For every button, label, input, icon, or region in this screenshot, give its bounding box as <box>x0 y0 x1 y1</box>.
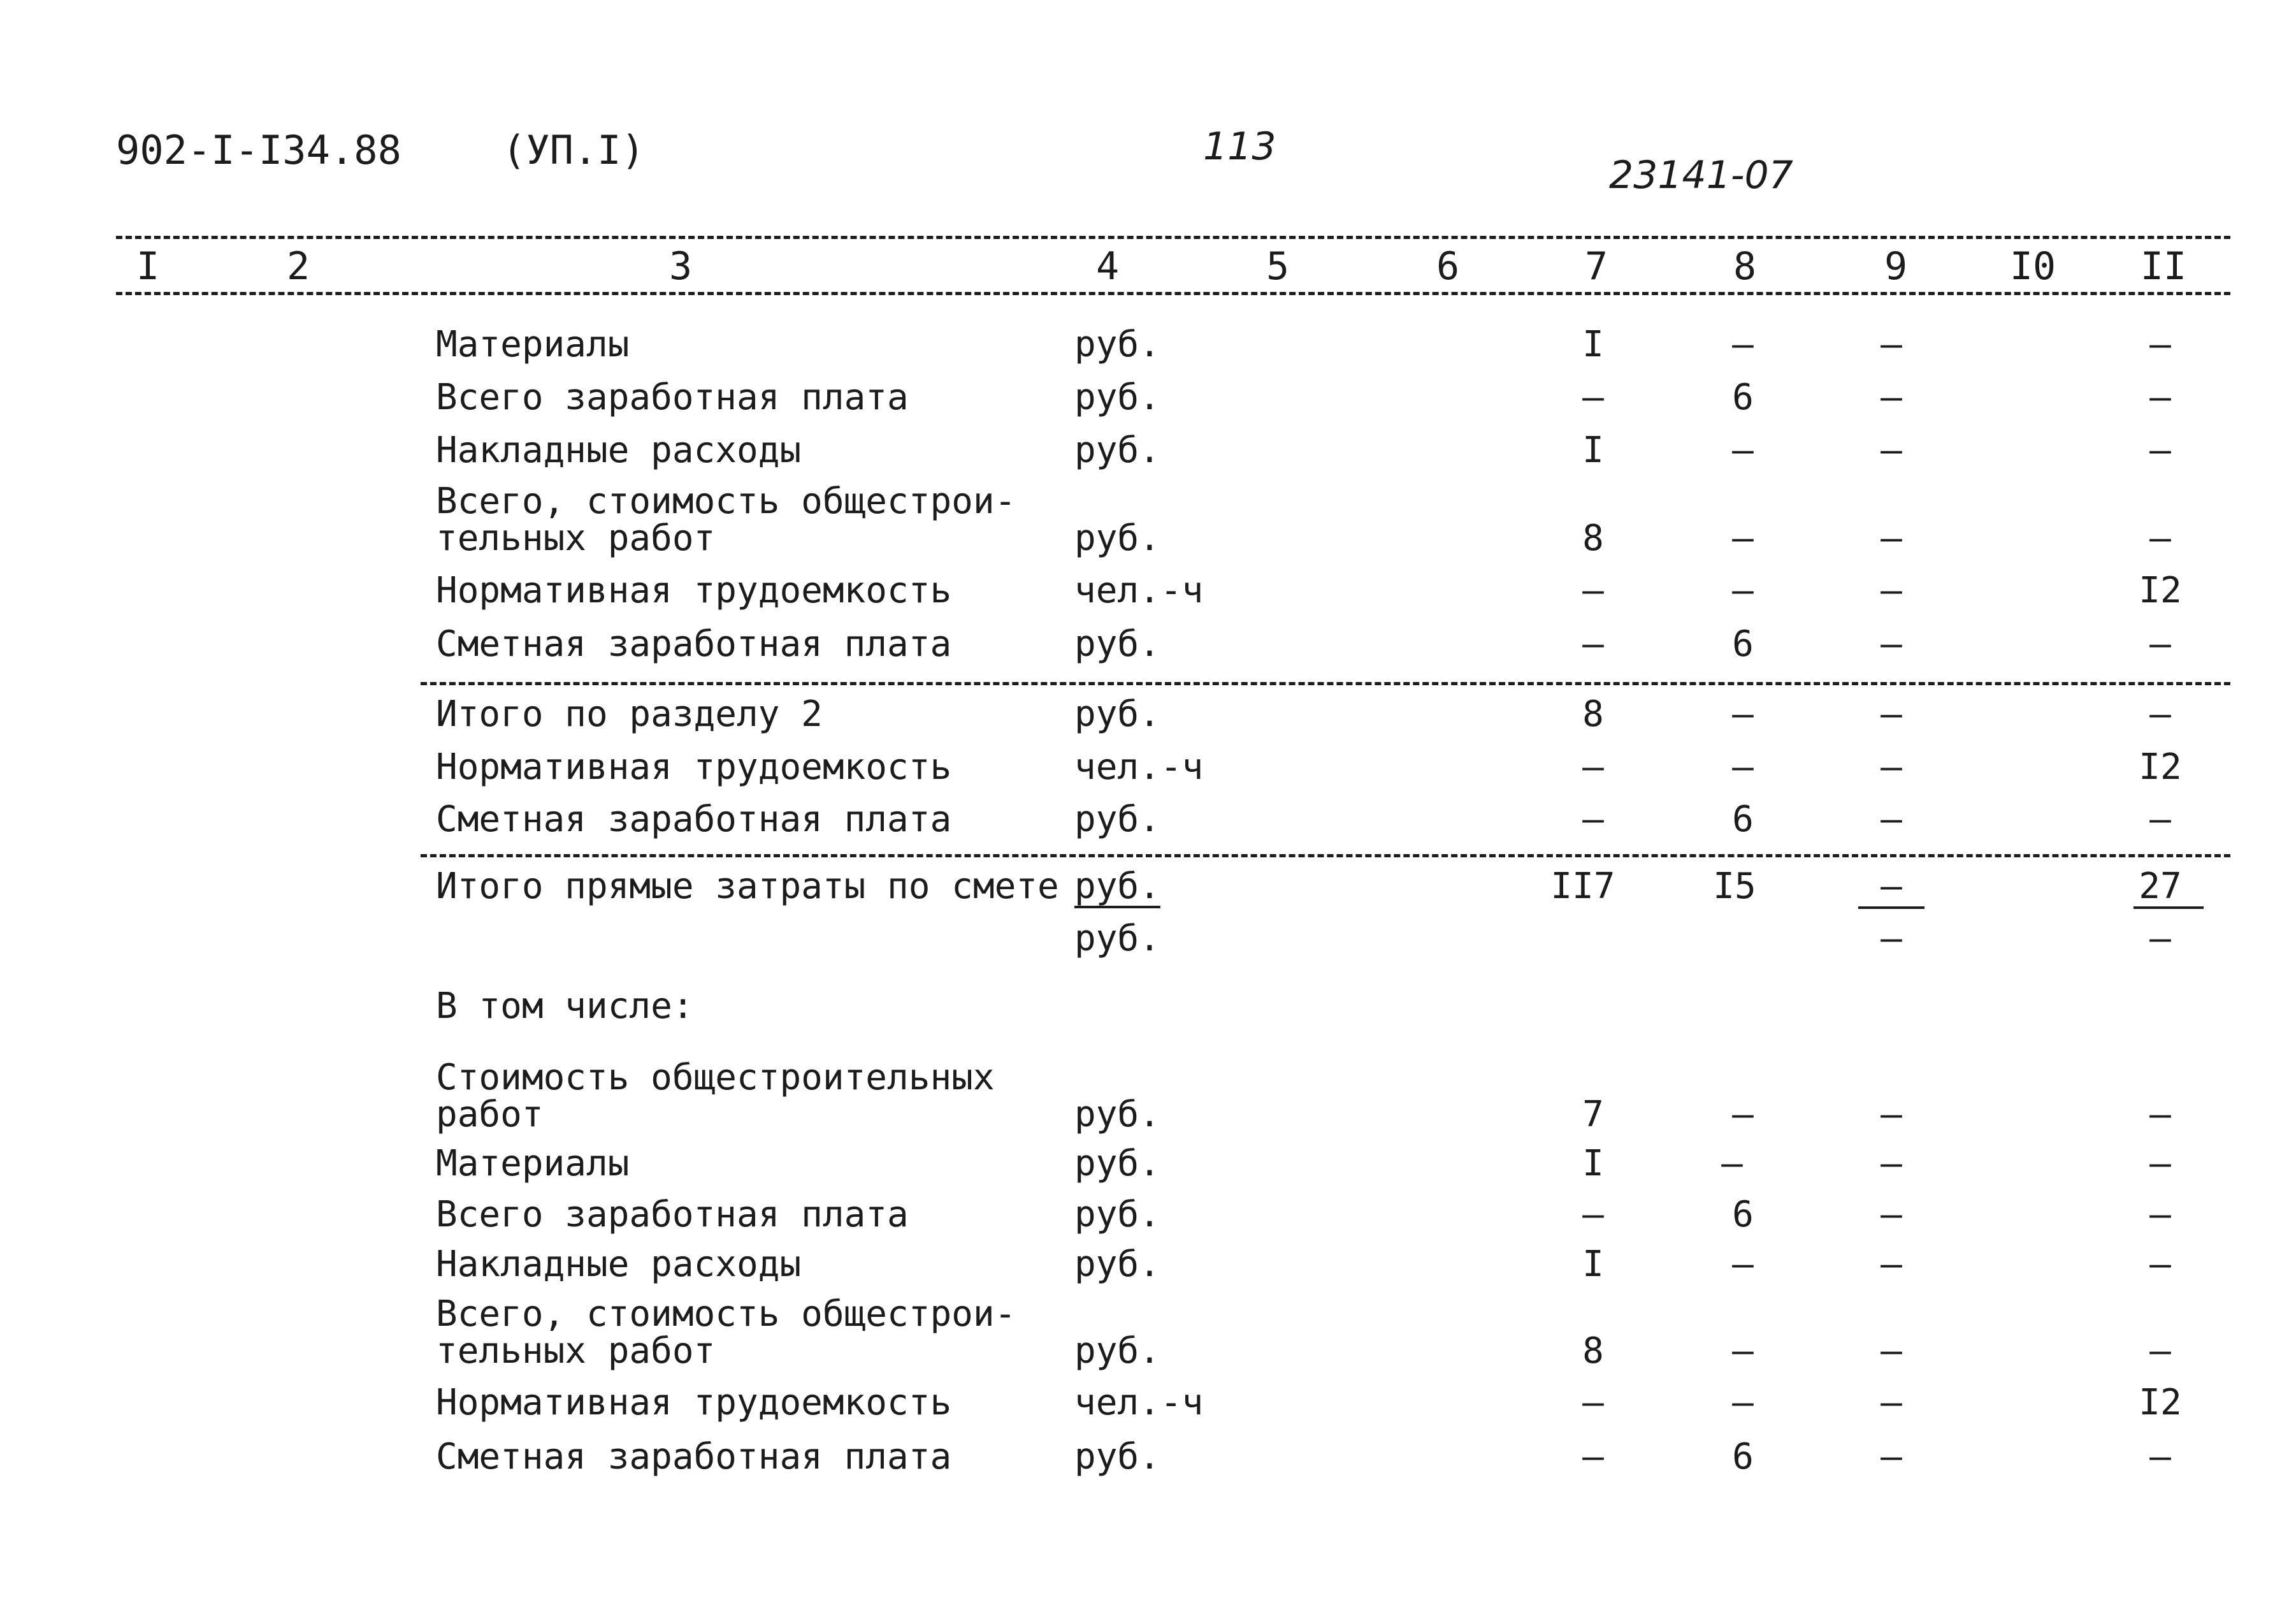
row-value-col7: II7 <box>1550 866 1615 907</box>
row-unit: руб. <box>1074 1194 1160 1235</box>
row-value-col11: – <box>2149 693 2171 735</box>
row-unit: руб. <box>1074 693 1160 735</box>
row-value-col9: – <box>1881 570 1902 611</box>
row-value-col11: – <box>2149 799 2171 840</box>
section-total-rule <box>421 682 2230 685</box>
row-value-col11: – <box>2149 377 2171 418</box>
row-name: Стоимость общестроительных работ <box>436 1057 995 1135</box>
row-value-col9: – <box>1881 377 1902 418</box>
column-number: II <box>2140 244 2187 289</box>
row-name: Накладные расходы <box>436 1244 802 1285</box>
row-value-col8: – <box>1732 430 1754 471</box>
row-name: Материалы <box>436 324 630 365</box>
row-value-col9: – <box>1881 518 1902 559</box>
row-value-col8: – <box>1732 1094 1754 1135</box>
row-name: Накладные расходы <box>436 430 802 471</box>
row-unit: чел.-ч <box>1074 570 1204 611</box>
column-number: 5 <box>1266 244 1290 289</box>
row-value-col7: – <box>1582 623 1604 665</box>
row-value-col7: – <box>1582 1436 1604 1477</box>
row-value-col8: – <box>1732 518 1754 559</box>
document-code: 902-I-I34.88 <box>116 127 401 173</box>
row-value-col11: – <box>2149 1244 2171 1285</box>
row-value-col11: – <box>2149 1330 2171 1372</box>
column-number: 3 <box>668 244 693 289</box>
row-unit: чел.-ч <box>1074 746 1204 788</box>
column-number: 9 <box>1884 244 1908 289</box>
row-value-col9: – <box>1881 1436 1902 1477</box>
row-value-col9: – <box>1881 746 1902 788</box>
row-value-col7: 8 <box>1582 693 1604 735</box>
row-name: Всего заработная плата <box>436 1194 909 1235</box>
column-number: 6 <box>1436 244 1460 289</box>
row-value-col7: – <box>1582 1382 1604 1423</box>
row-name: Сметная заработная плата <box>436 623 952 665</box>
row-value-col11: – <box>2149 518 2171 559</box>
column-number: 8 <box>1733 244 1757 289</box>
row-value-col11: I2 <box>2139 746 2182 788</box>
page-number: 113 <box>1203 124 1276 169</box>
row-value-col11: – <box>2149 918 2171 959</box>
row-value-col7: – <box>1582 377 1604 418</box>
row-value-col7: I <box>1582 1143 1604 1184</box>
row-value-col11: – <box>2149 430 2171 471</box>
row-value-col9: – <box>1881 866 1902 907</box>
row-value-col8: 6 <box>1732 377 1754 418</box>
column-number: 7 <box>1584 244 1608 289</box>
row-value-col11: – <box>2149 1143 2171 1184</box>
row-value-col9: – <box>1881 693 1902 735</box>
row-value-col7: – <box>1582 1194 1604 1235</box>
row-unit: руб. <box>1074 377 1160 418</box>
row-value-col11: – <box>2149 1094 2171 1135</box>
row-unit: руб. <box>1074 1436 1160 1477</box>
row-value-col11: – <box>2149 1436 2171 1477</box>
row-value-col11: 27 <box>2139 866 2182 907</box>
row-value-col9: – <box>1881 1094 1902 1135</box>
header-top-rule <box>116 236 2230 239</box>
row-name: Материалы <box>436 1143 630 1184</box>
row-value-col7: 7 <box>1582 1094 1604 1135</box>
row-value-col7: – <box>1582 799 1604 840</box>
row-value-col8: – <box>1732 693 1754 735</box>
row-name: Нормативная трудоемкость <box>436 1382 952 1423</box>
row-value-col9: – <box>1881 1143 1902 1184</box>
column-number: 4 <box>1095 244 1120 289</box>
row-value-col8: – <box>1732 324 1754 365</box>
row-value-col7: I <box>1582 1244 1604 1285</box>
row-name: Всего заработная плата <box>436 377 909 418</box>
row-value-col9: – <box>1881 324 1902 365</box>
row-value-col8: – <box>1732 570 1754 611</box>
row-value-col9: – <box>1881 623 1902 665</box>
row-value-col11: I2 <box>2139 570 2182 611</box>
row-value-col8: – <box>1721 1143 1743 1184</box>
column-number: I0 <box>2009 244 2056 289</box>
row-unit: руб. <box>1074 1244 1160 1285</box>
row-value-col11: – <box>2149 324 2171 365</box>
row-value-col9: – <box>1881 1194 1902 1235</box>
row-name: Сметная заработная плата <box>436 1436 952 1477</box>
row-value-col8: – <box>1732 1244 1754 1285</box>
row-value-col8: 6 <box>1732 1436 1754 1477</box>
row-name: Нормативная трудоемкость <box>436 570 952 611</box>
column-number: I <box>136 244 160 289</box>
row-value-col11: – <box>2149 623 2171 665</box>
row-unit: руб. <box>1074 623 1160 665</box>
sheet-number: 23141-07 <box>1609 153 1793 198</box>
row-unit: руб. <box>1074 324 1160 365</box>
header-bottom-rule <box>116 292 2230 295</box>
row-value-col7: I <box>1582 324 1604 365</box>
row-value-col8: 6 <box>1732 799 1754 840</box>
row-name: Нормативная трудоемкость <box>436 746 952 788</box>
row-value-col8: – <box>1732 1382 1754 1423</box>
row-value-col7: I <box>1582 430 1604 471</box>
row-value-col9: – <box>1881 1382 1902 1423</box>
row-value-col9: – <box>1881 1330 1902 1372</box>
row-value-col8: – <box>1732 1330 1754 1372</box>
row-name: Всего, стоимость общестрои- тельных работ <box>436 1293 1016 1372</box>
row-value-col7: 8 <box>1582 1330 1604 1372</box>
col9-underline <box>1858 906 1924 909</box>
row-unit: руб. <box>1074 799 1160 840</box>
row-name: Итого по разделу 2 <box>436 693 823 735</box>
row-value-col9: – <box>1881 1244 1902 1285</box>
row-value-col8: – <box>1732 746 1754 788</box>
row-unit: руб. <box>1074 518 1160 559</box>
row-unit: руб. <box>1074 918 1160 959</box>
row-value-col11: I2 <box>2139 1382 2182 1423</box>
row-value-col9: – <box>1881 430 1902 471</box>
row-value-col9: – <box>1881 799 1902 840</box>
row-value-col11: – <box>2149 1194 2171 1235</box>
row-unit: руб. <box>1074 1143 1160 1184</box>
row-value-col9: – <box>1881 918 1902 959</box>
col11-underline <box>2134 906 2204 909</box>
row-value-col8: I5 <box>1713 866 1756 907</box>
row-value-col8: 6 <box>1732 1194 1754 1235</box>
row-name: Сметная заработная плата <box>436 799 952 840</box>
row-name: Всего, стоимость общестрои- тельных работ <box>436 481 1016 559</box>
row-value-col7: – <box>1582 746 1604 788</box>
album-number: (УП.I) <box>502 127 645 173</box>
row-unit: руб. <box>1074 430 1160 471</box>
row-name: Итого прямые затраты по смете <box>436 866 1059 907</box>
including-label: В том числе: <box>436 985 694 1027</box>
column-number: 2 <box>286 244 310 289</box>
row-value-col7: 8 <box>1582 518 1604 559</box>
row-value-col7: – <box>1582 570 1604 611</box>
row-unit: чел.-ч <box>1074 1382 1204 1423</box>
row-unit: руб. <box>1074 1330 1160 1372</box>
direct-costs-rule <box>421 854 2230 857</box>
row-unit: руб. <box>1074 1094 1160 1135</box>
row-value-col8: 6 <box>1732 623 1754 665</box>
row-unit: руб. <box>1074 866 1160 907</box>
